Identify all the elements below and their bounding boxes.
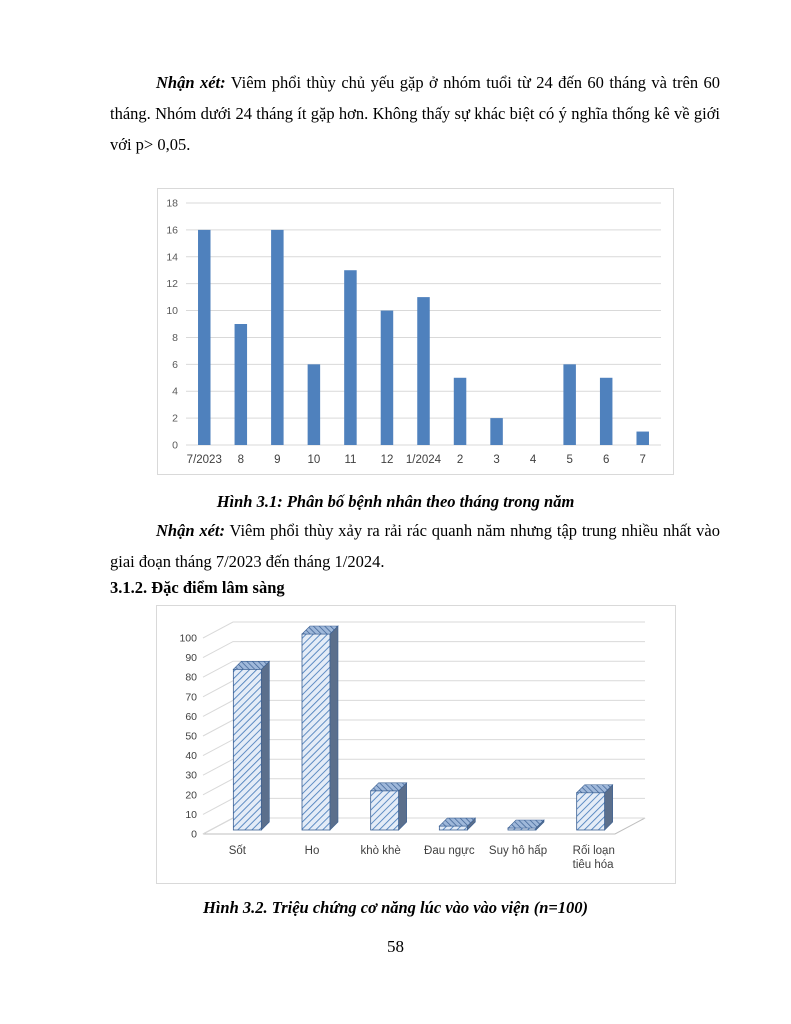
symptoms-chart <box>157 606 675 883</box>
y-tick-label: 6 <box>172 358 178 371</box>
bar <box>302 634 330 830</box>
y-tick-label: 2 <box>172 412 178 425</box>
comment-lead: Nhận xét: <box>156 73 226 92</box>
bar <box>417 297 430 445</box>
intro-paragraph <box>110 67 720 160</box>
bar <box>577 793 605 830</box>
bar-side <box>330 626 338 830</box>
bar <box>636 432 649 445</box>
bar <box>233 669 261 830</box>
bar <box>198 230 211 445</box>
bar <box>371 791 399 830</box>
y-tick-label: 14 <box>166 251 178 264</box>
x-tick-label: 5 <box>566 454 573 466</box>
gridline <box>203 642 645 658</box>
y-tick-label: 50 <box>185 730 197 743</box>
x-tick-label: 11 <box>344 454 357 466</box>
comment-2-paragraph <box>110 515 720 577</box>
y-tick-label: 40 <box>185 750 197 763</box>
monthly-distribution-chart <box>158 189 673 474</box>
y-tick-label: 60 <box>185 710 197 723</box>
chart-2-frame <box>156 605 676 884</box>
bar <box>344 270 357 445</box>
gridline <box>203 622 645 638</box>
y-tick-label: 70 <box>185 691 197 704</box>
bar-side <box>261 661 269 830</box>
y-tick-label: 100 <box>179 632 197 645</box>
y-tick-label: 18 <box>166 197 178 210</box>
y-tick-label: 10 <box>166 305 178 318</box>
x-tick-label: Đau ngực <box>424 845 475 857</box>
bar <box>454 378 467 445</box>
y-tick-label: 90 <box>185 652 197 665</box>
bar <box>563 364 576 445</box>
x-tick-label: Suy hô hấp <box>488 845 548 857</box>
bar <box>308 364 321 445</box>
y-tick-label: 4 <box>172 385 178 398</box>
bar <box>439 826 467 830</box>
y-tick-label: 30 <box>185 769 197 782</box>
x-tick-label: 6 <box>602 454 610 466</box>
x-tick-label: tiêu hóa <box>572 859 614 871</box>
comment-2-text: Viêm phổi thùy xảy ra rải rác quanh năm nhưng tập trung nhiều nhất vào giai đoạn tháng 7/2023 đến tháng 1/2024. <box>110 521 721 571</box>
bar <box>235 324 248 445</box>
x-tick-label: 7/2023 <box>186 454 222 466</box>
x-tick-label: 8 <box>237 454 245 466</box>
x-tick-label: 2 <box>456 454 464 466</box>
bar <box>381 311 394 445</box>
x-tick-label: Rối loạn <box>572 845 615 857</box>
y-tick-label: 8 <box>172 331 178 344</box>
section-heading: 3.1.2. Đặc điểm lâm sàng <box>110 578 285 597</box>
y-tick-label: 10 <box>185 808 197 821</box>
figure-1-caption: Hình 3.1: Phân bố bệnh nhân theo tháng trong năm <box>216 492 575 511</box>
chart-1-frame <box>157 188 674 475</box>
y-tick-label: 0 <box>191 828 197 841</box>
comment-text: Viêm phổi thùy chủ yếu gặp ở nhóm tuổi từ 24 đến 60 tháng và trên 60 tháng. Nhóm dưới 24 tháng ít gặp hơn. Không thấy sự khác biệt có ý nghĩa thống kê về giới với p> 0,05. <box>110 73 720 154</box>
comment-2-lead: Nhận xét: <box>156 521 225 540</box>
x-tick-label: 9 <box>274 454 281 466</box>
y-tick-label: 16 <box>166 224 178 237</box>
x-tick-label: 7 <box>639 454 646 466</box>
y-tick-label: 80 <box>185 671 197 684</box>
x-tick-label: 10 <box>307 454 321 466</box>
figure-2-caption: Hình 3.2. Triệu chứng cơ năng lúc vào vào viện (n=100) <box>202 898 589 917</box>
x-tick-label: 3 <box>493 454 500 466</box>
y-tick-label: 12 <box>166 278 178 291</box>
x-tick-label: Ho <box>304 845 320 857</box>
x-tick-label: 12 <box>380 454 394 466</box>
x-tick-label: 1/2024 <box>405 454 442 466</box>
bar <box>490 418 503 445</box>
x-tick-label: Sốt <box>228 845 246 857</box>
x-tick-label: 4 <box>529 454 537 466</box>
y-tick-label: 20 <box>185 789 197 802</box>
bar <box>600 378 613 445</box>
y-tick-label: 0 <box>172 439 178 452</box>
x-tick-label: khò khè <box>360 845 401 857</box>
bar <box>271 230 284 445</box>
page-number: 58 <box>387 937 404 956</box>
